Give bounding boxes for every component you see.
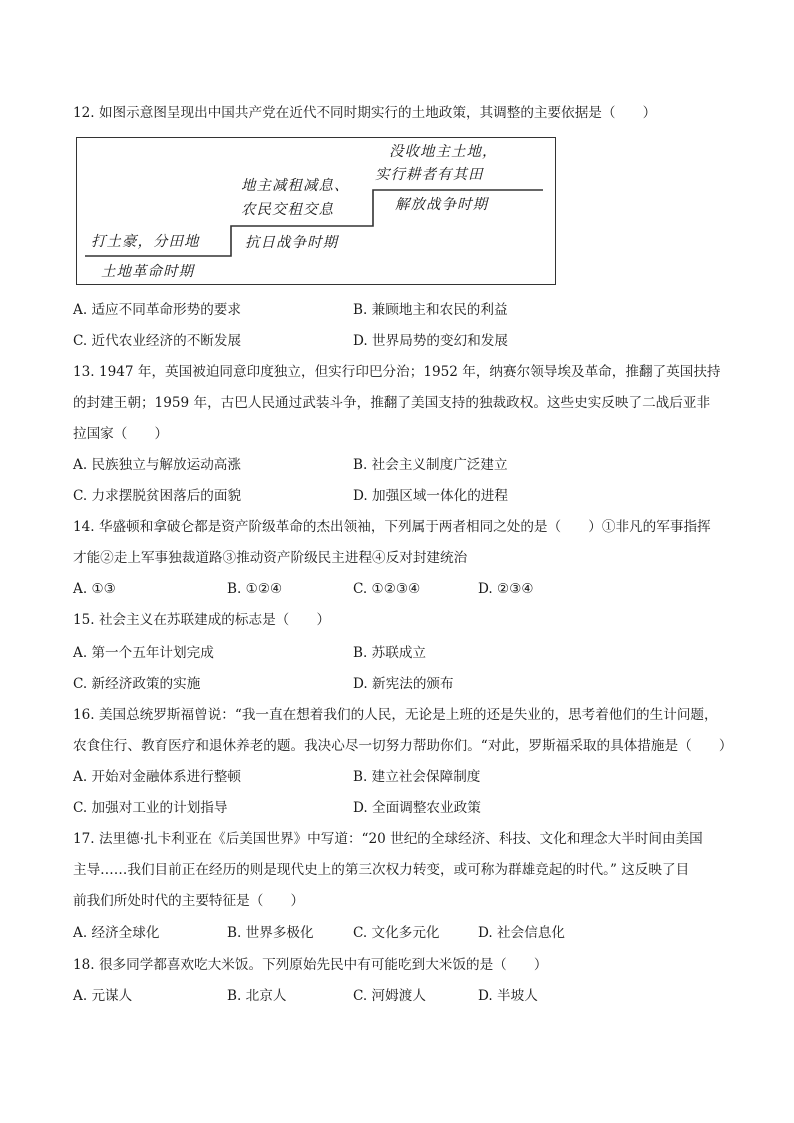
- q16-option-b: B. 建立社会保障制度: [353, 769, 481, 785]
- q15-line1: 15. 社会主义在苏联建成的标志是（ ）: [73, 612, 331, 628]
- q12-option-b: B. 兼顾地主和农民的利益: [353, 302, 508, 318]
- q15-option-c: C. 新经济政策的实施: [73, 676, 201, 692]
- q16-line1: 16. 美国总统罗斯福曾说：“我一直在想着我们的人民，无论是上班的还是失业的，思考着他们的生计问题，: [73, 707, 718, 723]
- step3-policy-line1: 没收地主土地，: [389, 144, 498, 160]
- q17-line2: 主导……我们目前正在经历的则是现代史上的第三次权力转变，或可称为群雄竞起的时代。” 这反映了目: [73, 862, 690, 878]
- q12-option-d: D. 世界局势的变幻和发展: [353, 333, 508, 349]
- q18-option-c: C. 河姆渡人: [353, 988, 426, 1004]
- q17-option-b: B. 世界多极化: [227, 925, 314, 941]
- q14-option-d: D. ②③④: [478, 581, 534, 597]
- q18-option-d: D. 半坡人: [478, 988, 538, 1004]
- step2-policy-line2: 农民交租交息: [241, 202, 334, 218]
- q14-option-a: A. ①③: [73, 581, 116, 597]
- q17-option-a: A. 经济全球化: [73, 925, 160, 941]
- q14-option-c: C. ①②③④: [353, 581, 421, 597]
- land-policy-step-diagram: [76, 137, 556, 285]
- q18-option-b: B. 北京人: [227, 988, 287, 1004]
- step1-policy: 打土豪，分田地: [91, 234, 200, 250]
- step3-policy-line2: 实行耕者有其田: [375, 167, 484, 183]
- q13-option-c: C. 力求摆脱贫困落后的面貌: [73, 488, 242, 504]
- q14-line1: 14. 华盛顿和拿破仑都是资产阶级革命的杰出领袖，下列属于两者相同之处的是（ ）①非凡的军事指挥: [73, 519, 711, 535]
- q13-option-a: A. 民族独立与解放运动高涨: [73, 457, 241, 473]
- q13-option-d: D. 加强区域一体化的进程: [353, 488, 508, 504]
- q16-line2: 农食住行、教育医疗和退休养老的题。我决心尽一切努力帮助你们。“对此，罗斯福采取的具体措施是（ ）: [73, 738, 733, 754]
- q18-option-a: A. 元谋人: [73, 988, 133, 1004]
- q17-line3: 前我们所处时代的主要特征是（ ）: [73, 893, 305, 909]
- step3-period: 解放战争时期: [395, 197, 488, 213]
- q16-option-d: D. 全面调整农业政策: [353, 800, 481, 816]
- q17-option-c: C. 文化多元化: [353, 925, 440, 941]
- step2-policy-line1: 地主减租减息、: [241, 178, 350, 194]
- q15-option-d: D. 新宪法的颁布: [353, 676, 454, 692]
- q15-option-a: A. 第一个五年计划完成: [73, 645, 214, 661]
- q18-line1: 18. 很多同学都喜欢吃大米饭。下列原始先民中有可能吃到大米饭的是（ ）: [73, 957, 548, 973]
- q15-option-b: B. 苏联成立: [353, 645, 427, 661]
- q12-option-a: A. 适应不同革命形势的要求: [73, 302, 241, 318]
- q13-line2: 的封建王朝；1959 年，古巴人民通过武装斗争，推翻了美国支持的独裁政权。这些史实反映了二战后亚非: [73, 395, 711, 411]
- q14-option-b: B. ①②④: [227, 581, 283, 597]
- step2-period: 抗日战争时期: [245, 235, 338, 251]
- q17-option-d: D. 社会信息化: [478, 925, 566, 941]
- q16-option-c: C. 加强对工业的计划指导: [73, 800, 228, 816]
- q13-line3: 拉国家（ ）: [73, 426, 169, 442]
- q17-line1: 17. 法里德·扎卡利亚在《后美国世界》中写道：“20 世纪的全球经济、科技、文化和理念大半时间由美国: [73, 831, 703, 847]
- q14-line2: 才能②走上军事独裁道路③推动资产阶级民主进程④反对封建统治: [73, 550, 468, 566]
- step1-period: 土地革命时期: [101, 264, 194, 280]
- q16-option-a: A. 开始对金融体系进行整顿: [73, 769, 241, 785]
- q13-line1: 13. 1947 年，英国被迫同意印度独立，但实行印巴分治；1952 年，纳赛尔领导埃及革命，推翻了英国扶持: [73, 364, 721, 380]
- q12-stem: 12. 如图示意图呈现出中国共产党在近代不同时期实行的土地政策，其调整的主要依据是（ ）: [73, 105, 657, 121]
- q12-option-c: C. 近代农业经济的不断发展: [73, 333, 242, 349]
- q13-option-b: B. 社会主义制度广泛建立: [353, 457, 508, 473]
